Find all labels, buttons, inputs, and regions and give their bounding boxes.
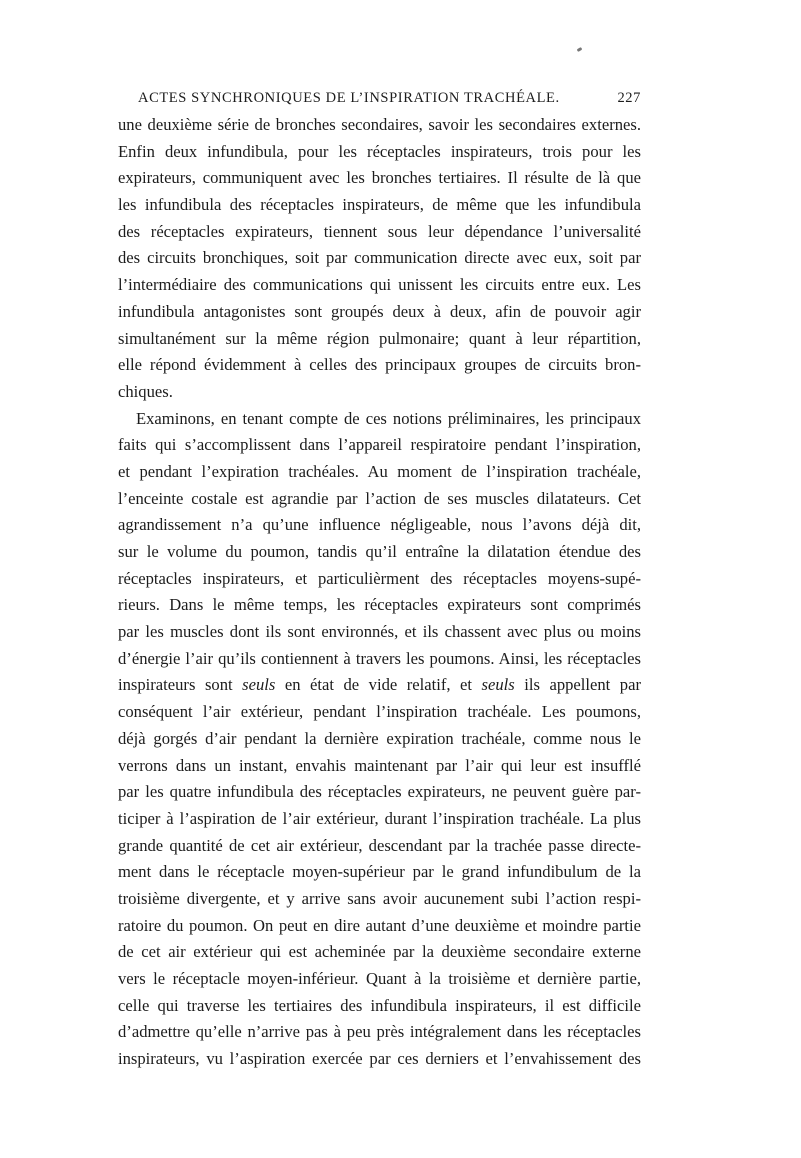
text-line: Examinons, en tenant compte de ces notions préliminaires, les principaux bbox=[136, 408, 641, 428]
text-line: simultanément sur la même région pulmonaire; quant à leur répartition, bbox=[118, 328, 641, 348]
text-line: d’énergie l’air qu’ils contiennent à travers les poumons. Ainsi, les réceptacles bbox=[118, 648, 641, 668]
text-line: sur le volume du poumon, tandis qu’il entraîne la dilatation étendue des bbox=[118, 542, 641, 561]
text-line: ratoire du poumon. On peut en dire autant d’une deuxième et moindre partie bbox=[118, 915, 641, 935]
text-line: elle répond évidemment à celles des principaux groupes de circuits bron- bbox=[118, 355, 641, 375]
running-header bbox=[118, 90, 641, 110]
text-line: troisième divergente, et y arrive sans avoir aucunement subi l’action respi- bbox=[118, 888, 641, 908]
italic-emphasis: seuls bbox=[242, 675, 276, 695]
text-line: les infundibula des réceptacles inspirateurs, de même que les infundibula bbox=[118, 195, 641, 215]
text-line: rieurs. Dans le même temps, les réceptacles expirateurs sont comprimés bbox=[118, 595, 641, 615]
page-number: 227 bbox=[617, 90, 641, 106]
text-line: ticiper à l’aspiration de l’air extérieur, durant l’inspiration trachéale. La plus bbox=[118, 808, 641, 828]
text-line: par les quatre infundibula des réceptacles expirateurs, ne peuvent guère par- bbox=[118, 782, 641, 802]
text-line: ment dans le réceptacle moyen-supérieur par le grand infundibulum de la bbox=[118, 862, 641, 882]
text-line: l’intermédiaire des communications qui unissent les circuits entre eux. Les bbox=[118, 275, 641, 295]
running-title: ACTES SYNCHRONIQUES DE L’INSPIRATION TRACHÉALE. bbox=[138, 90, 560, 106]
text-line: conséquent l’air extérieur, pendant l’inspiration trachéale. Les poumons, bbox=[118, 702, 641, 722]
ink-speck bbox=[577, 47, 583, 52]
text-line: verrons dans un instant, envahis maintenant par l’air qui leur est insufflé bbox=[118, 755, 641, 775]
text-line: agrandissement n’a qu’une influence négligeable, nous l’avons déjà dit, bbox=[118, 515, 641, 535]
text-segment: inspirateurs sont bbox=[118, 675, 243, 695]
text-line: grande quantité de cet air extérieur, descendant par la trachée passe directe- bbox=[118, 835, 641, 855]
text-line: des réceptacles expirateurs, tiennent sous leur dépendance l’universalité bbox=[118, 221, 641, 241]
text-line: Enfin deux infundibula, pour les réceptacles inspirateurs, trois pour les bbox=[118, 141, 641, 161]
text-line: celle qui traverse les tertiaires des infundibula inspirateurs, il est difficile bbox=[118, 995, 641, 1015]
text-line: inspirateurs, vu l’aspiration exercée par ces derniers et l’envahissement des bbox=[118, 1049, 641, 1069]
text-line: des circuits bronchiques, soit par communication directe avec eux, soit par bbox=[118, 248, 641, 268]
text-line: déjà gorgés d’air pendant la dernière expiration trachéale, comme nous le bbox=[118, 728, 641, 748]
italic-emphasis: seuls bbox=[481, 675, 515, 695]
text-line: vers le réceptacle moyen-inférieur. Quant à la troisième et dernière partie, bbox=[118, 969, 641, 988]
text-line: et pendant l’expiration trachéales. Au moment de l’inspiration trachéale, bbox=[118, 461, 641, 481]
text-line: une deuxième série de bronches secondaires, savoir les secondaires externes. bbox=[118, 115, 641, 134]
text-line: l’enceinte costale est agrandie par l’action de ses muscles dilatateurs. Cet bbox=[118, 488, 641, 508]
text-line: infundibula antagonistes sont groupés deux à deux, afin de pouvoir agir bbox=[118, 301, 641, 321]
text-line: par les muscles dont ils sont environnés, et ils chassent avec plus ou moins bbox=[118, 622, 641, 642]
text-line: de cet air extérieur qui est acheminée par la deuxième secondaire externe bbox=[118, 942, 641, 962]
text-line: chiques. bbox=[118, 381, 173, 401]
text-segment: ils appellent par bbox=[514, 675, 641, 695]
text-line: faits qui s’accomplissent dans l’appareil respiratoire pendant l’inspiration, bbox=[118, 435, 641, 455]
body-text bbox=[118, 112, 641, 1073]
text-line-with-italics bbox=[118, 672, 641, 699]
text-line: d’admettre qu’elle n’arrive pas à peu près intégralement dans les réceptacles bbox=[118, 1022, 641, 1042]
text-segment: en état de vide relatif, et bbox=[275, 675, 482, 695]
text-line: réceptacles inspirateurs, et particulièrment des réceptacles moyens-supé- bbox=[118, 568, 641, 588]
text-line: expirateurs, communiquent avec les bronches tertiaires. Il résulte de là que bbox=[118, 168, 641, 188]
